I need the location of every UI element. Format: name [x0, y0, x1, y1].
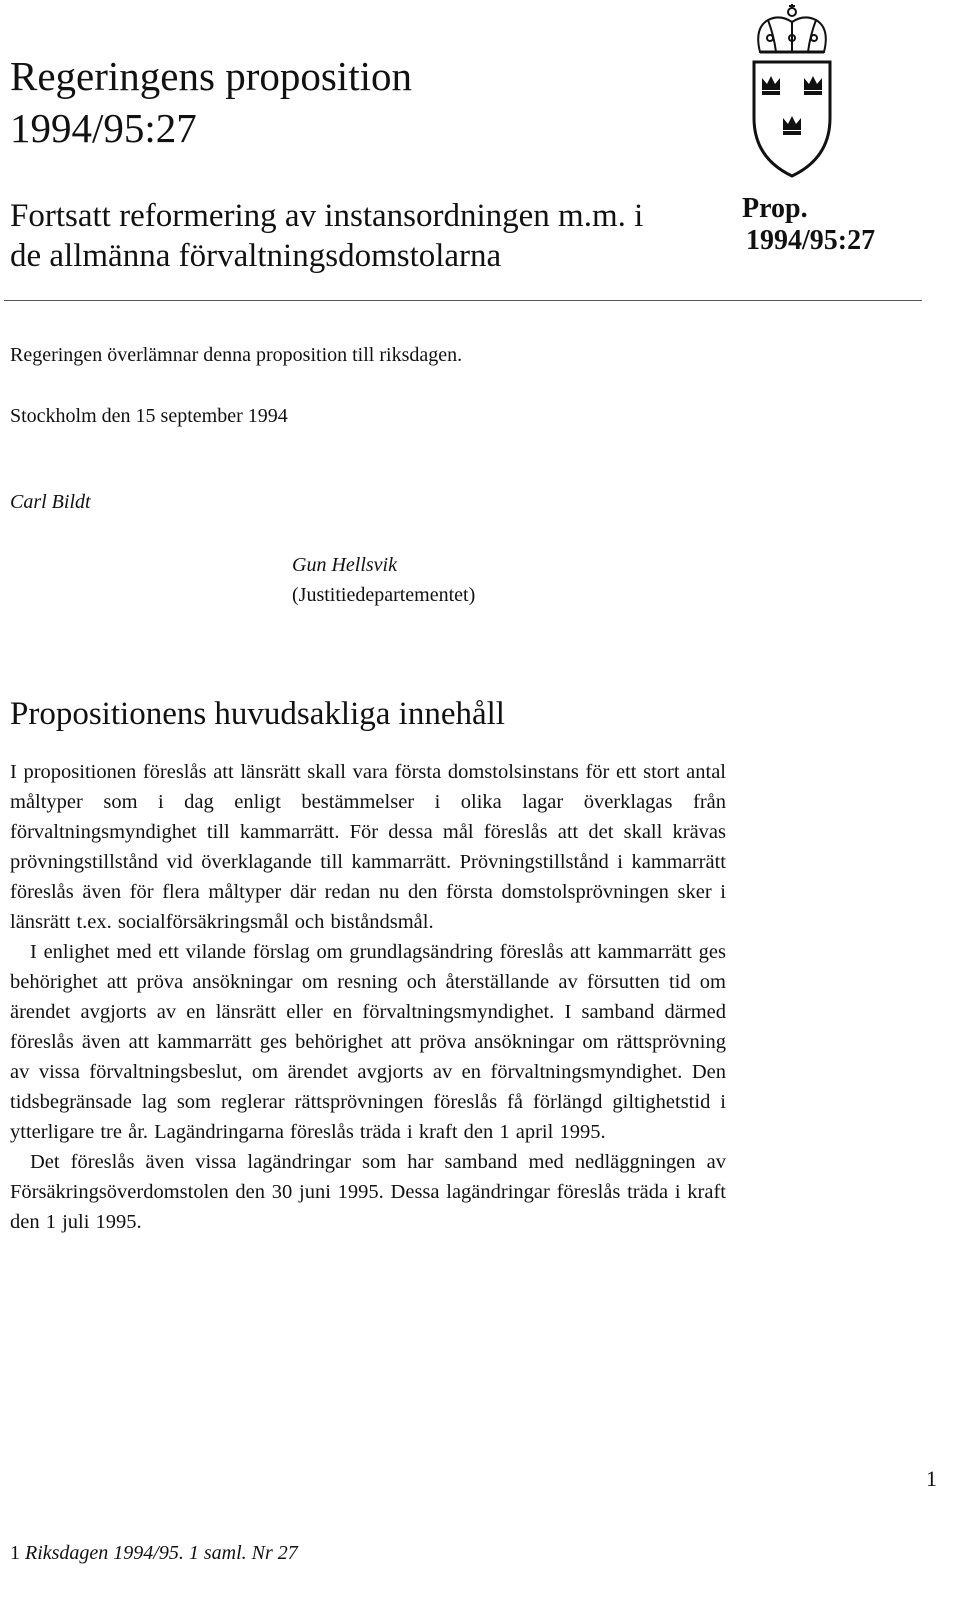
footer-source: [10, 1542, 298, 1565]
summary-heading: Propositionens huvudsakliga innehåll: [10, 696, 505, 732]
document-title: [10, 50, 412, 154]
footer-source-text: Riksdagen 1994/95. 1 saml. Nr 27: [25, 1542, 298, 1564]
proposition-number: 1994/95:27: [746, 225, 876, 256]
summary-body: [10, 757, 726, 1237]
department-name: (Justitiedepartementet): [292, 584, 476, 606]
subtitle-line-2: de allmänna förvaltningsdomstolarna: [10, 238, 502, 274]
page-number: 1: [926, 1466, 937, 1491]
place-date: Stockholm den 15 september 1994: [10, 405, 288, 427]
swedish-crest-icon: [740, 0, 844, 180]
summary-paragraph: I enlighet med ett vilande förslag om grundlagsändring föreslås att kammarrätt ges behörighet att pröva ansökningar om resning och återställande av försutten tid om ärendet avgjorts av en länsrätt eller en förvaltningsmyndighet. I samband därmed föreslås även att kammarrätt ges behörighet att pröva ansökningar om rättsprövning av vissa förvaltningsbeslut, om ärendet avgjorts av en förvaltningsmyndighet. Den tidsbegränsade lag som reglerar rättsprövningen föreslås få förlängd giltighetstid i ytterligare tre år. Lagändringarna föreslås träda i kraft den 1 april 1995.: [10, 941, 726, 1143]
summary-paragraph: Det föreslås även vissa lagändringar som har samband med nedläggningen av Försäkringsöverdomstolen den 30 juni 1995. Dessa lagändringar föreslås träda i kraft den 1 juli 1995.: [10, 1151, 726, 1233]
header-divider: [4, 300, 922, 301]
handover-text: Regeringen överlämnar denna proposition till riksdagen.: [10, 344, 463, 366]
subtitle-line-1: Fortsatt reformering av instansordningen m.m. i: [10, 198, 644, 234]
summary-paragraph: I propositionen föreslås att länsrätt skall vara första domstolsinstans för ett stort antal måltyper som i dag enligt bestämmelser i olika lagar överklagas från förvaltningsmyndighet till kammarrätt. För dessa mål föreslås att det skall krävas prövningstillstånd vid överklagande till kammarrätt. Prövningstillstånd i kammarrätt föreslås även för flera måltyper där redan nu den första domstolsprövningen sker i länsrätt t.ex. socialförsäkringsmål och biståndsmål.: [10, 761, 726, 933]
signature-minister: Gun Hellsvik: [292, 554, 397, 576]
footer-print-number: 1: [10, 1542, 20, 1564]
title-line-2: 1994/95:27: [10, 105, 197, 151]
signature-prime-minister: Carl Bildt: [10, 491, 91, 513]
document-subtitle: [10, 196, 643, 276]
proposition-label: Prop.: [742, 193, 808, 224]
title-line-1: Regeringens proposition: [10, 53, 412, 99]
